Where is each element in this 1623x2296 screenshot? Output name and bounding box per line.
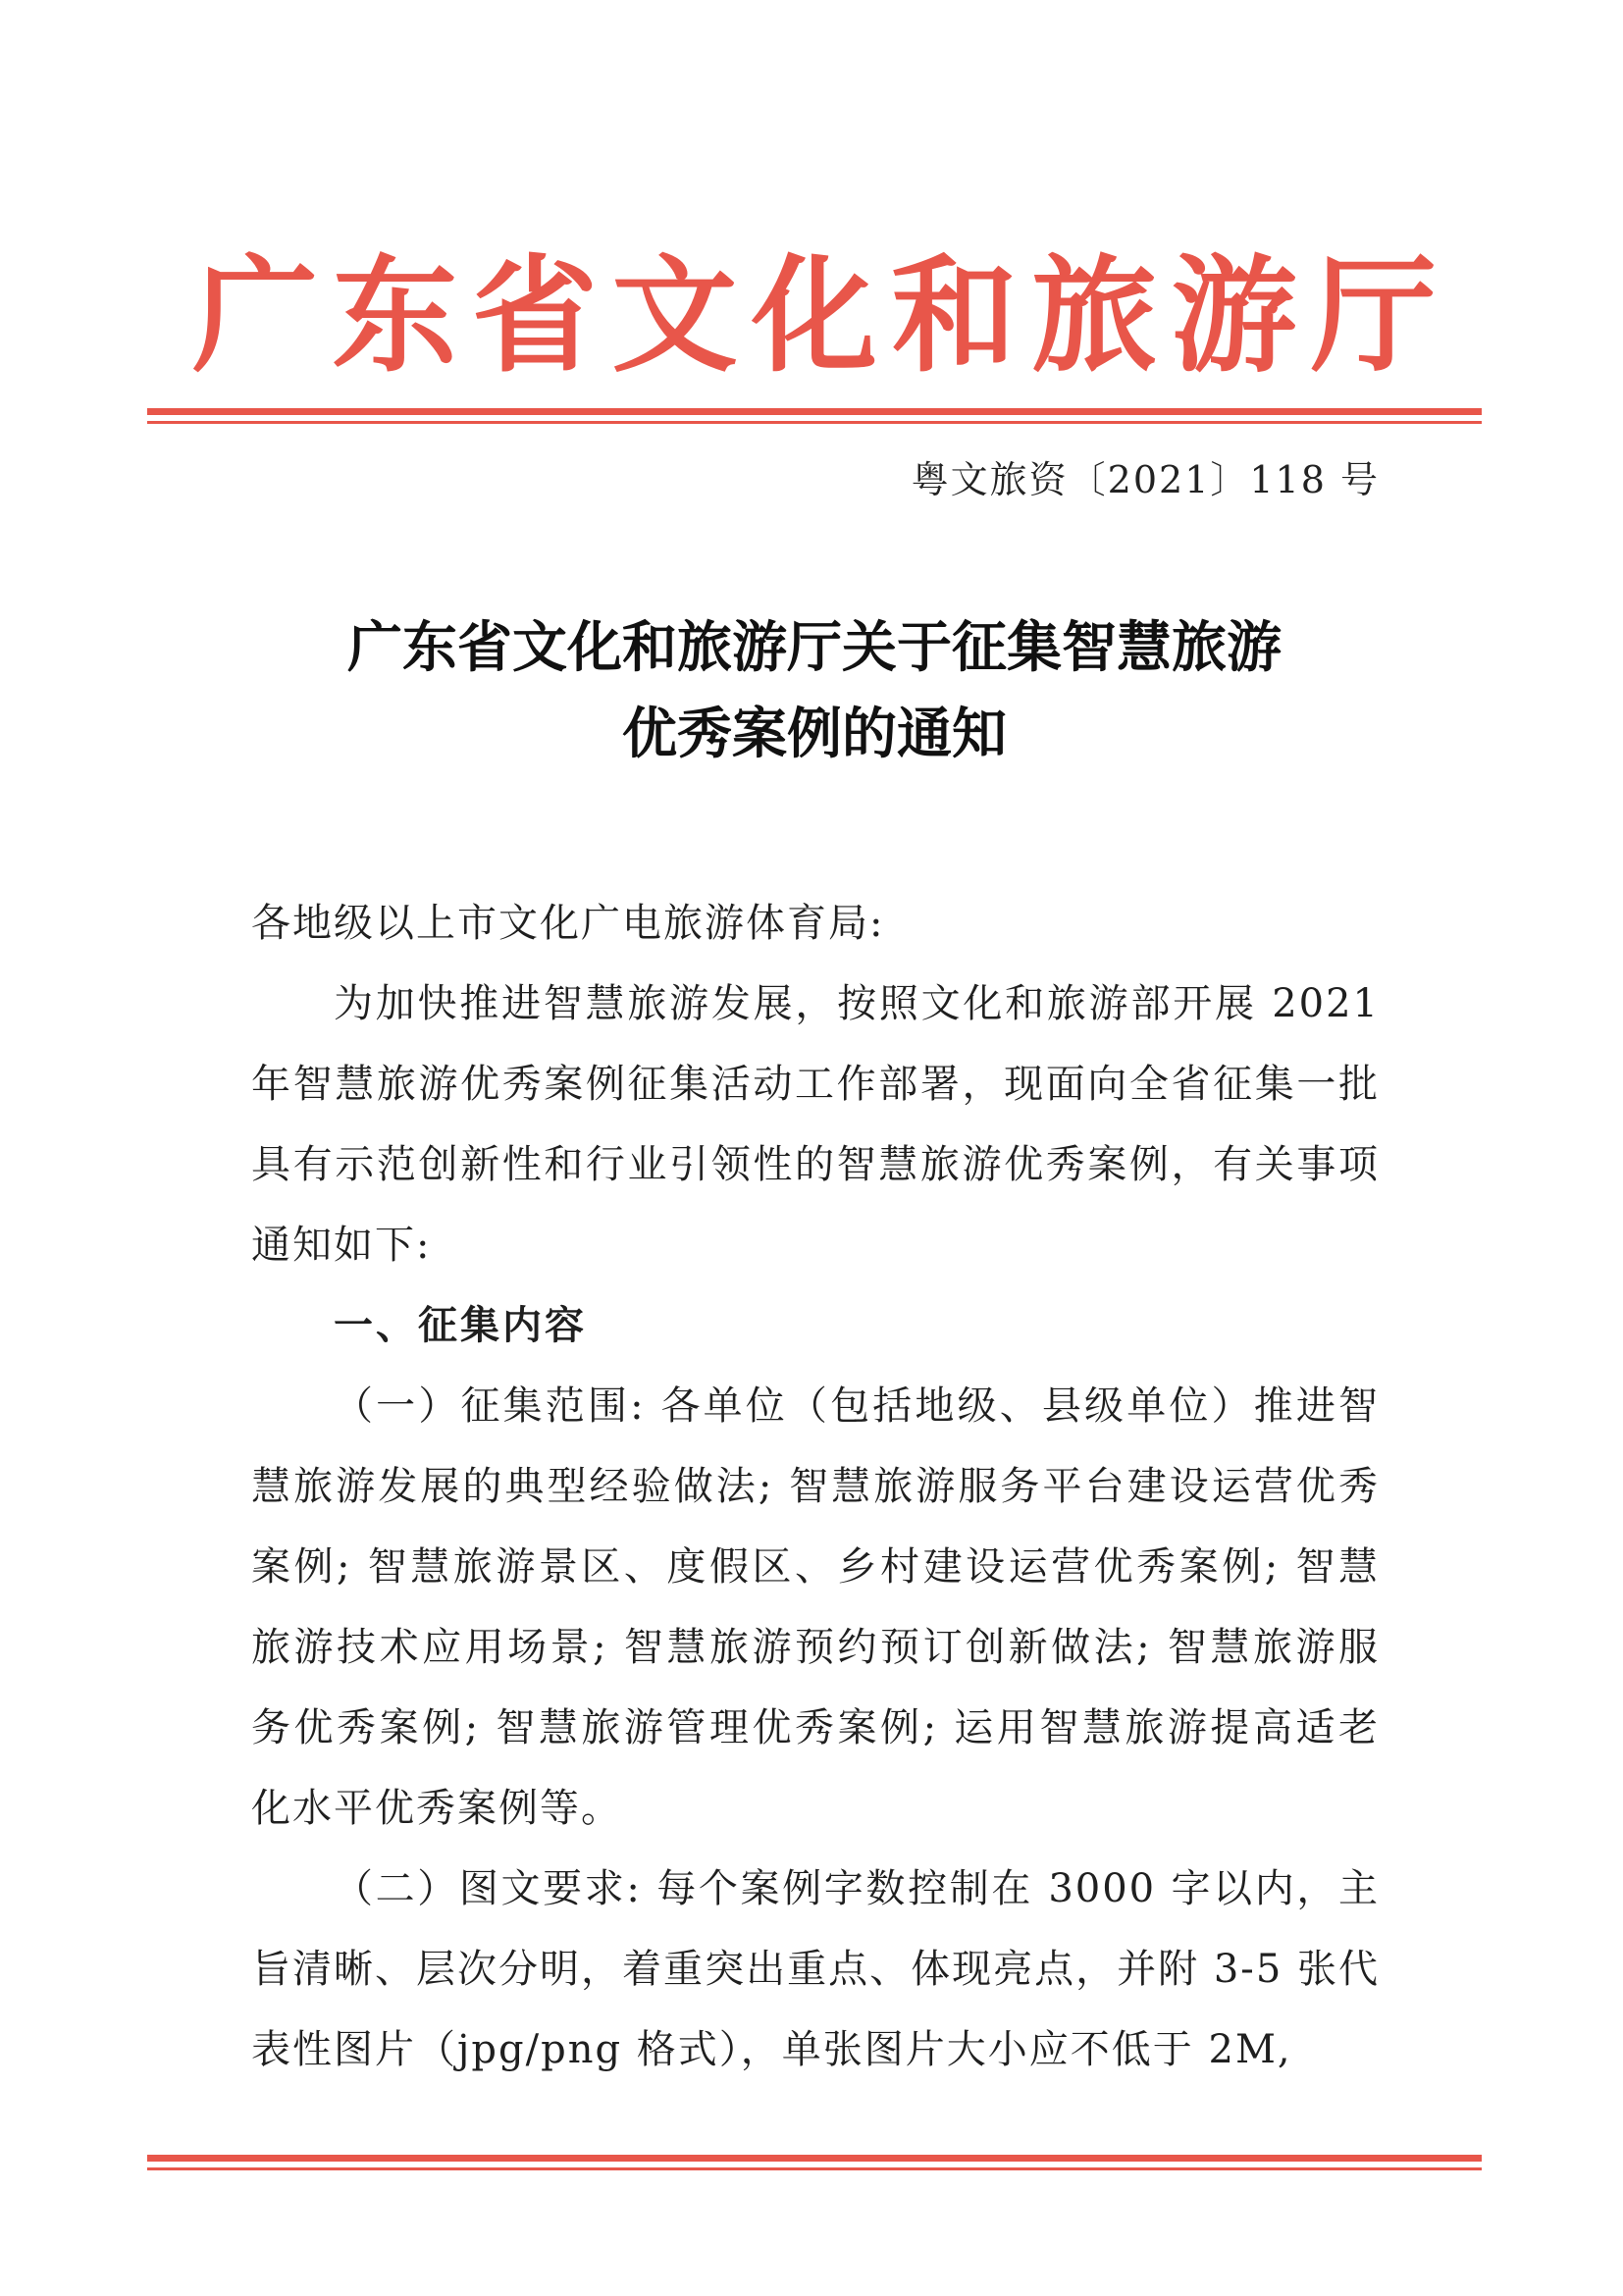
item-2-paragraph: （二）图文要求: 每个案例字数控制在 3000 字以内，主旨清晰、层次分明，着重突出重点、体现亮点，并附 3-5 张代表性图片（jpg/png 格式），单张图片大小应不低于 2M, xyxy=(251,1866,1380,2072)
salutation: 各地级以上市文化广电旅游体育局: xyxy=(251,901,885,946)
footer-divider xyxy=(147,2155,1482,2170)
document-body xyxy=(251,883,1380,2090)
title-line-2: 优秀案例的通知 xyxy=(622,702,1007,766)
title-line-1: 广东省文化和旅游厅关于征集智慧旅游 xyxy=(347,615,1282,680)
intro-paragraph: 为加快推进智慧旅游发展，按照文化和旅游部开展 2021 年智慧旅游优秀案例征集活动工作部署，现面向全省征集一批具有示范创新性和行业引领性的智慧旅游优秀案例，有关事项通知如下: xyxy=(251,981,1380,1268)
document-number: 粤文旅资〔2021〕118 号 xyxy=(911,458,1380,501)
document-title xyxy=(147,604,1482,777)
masthead-divider xyxy=(147,408,1482,424)
item-1-paragraph: （一）征集范围: 各单位（包括地级、县级单位）推进智慧旅游发展的典型经验做法; 智慧旅游服务平台建设运营优秀案例; 智慧旅游景区、度假区、乡村建设运营优秀案例; 智慧旅游技术应用场景; 智慧旅游预约预订创新做法; 智慧旅游服务优秀案例; 智慧旅游管理优秀案例; 运用智慧旅游提高适老化水平优秀案例等。 xyxy=(251,1383,1380,1831)
masthead-org-name: 广东省文化和旅游厅 xyxy=(192,242,1448,390)
section-heading-1: 一、征集内容 xyxy=(334,1303,587,1348)
